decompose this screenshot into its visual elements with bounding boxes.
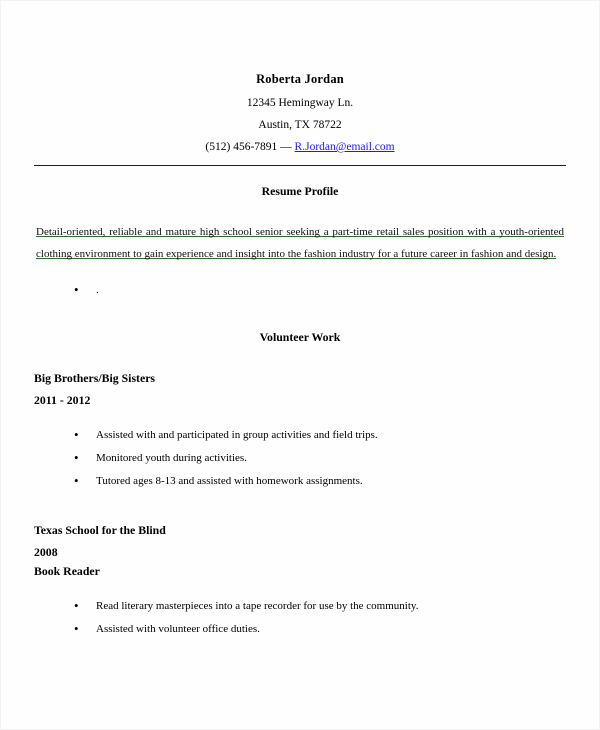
- organization-dates: 2008: [34, 545, 58, 559]
- contact-line: [34, 141, 566, 153]
- street-address: 12345 Hemingway Ln.: [246, 97, 354, 109]
- list-item: • Read literary masterpieces into a tape recorder for use by the community.: [96, 595, 566, 618]
- volunteer-duties-list: [34, 424, 566, 493]
- organization-name: Big Brothers/Big Sisters: [34, 371, 156, 385]
- volunteer-duties-list: [34, 595, 566, 641]
- city-state-zip: Austin, TX 78722: [258, 119, 342, 131]
- profile-bullet-list: [34, 279, 566, 302]
- email-link[interactable]: R.Jordan@email.com: [294, 141, 395, 153]
- applicant-name: Roberta Jordan: [256, 72, 344, 86]
- organization-name: Texas School for the Blind: [34, 523, 166, 537]
- volunteer-entry-big-brothers-big-sisters: [34, 371, 566, 493]
- list-item: • Assisted with volunteer office duties.: [96, 618, 566, 641]
- section-resume-profile: [34, 184, 566, 302]
- list-item: • Monitored youth during activities.: [96, 447, 566, 470]
- resume-profile-paragraph: Detail-oriented, reliable and mature high school senior seeking a part-time retail sales position with a youth-oriented clothing environment to gain experience and insight into the fashion industry for a future career in fashion and design.: [36, 226, 564, 260]
- header-divider: [34, 165, 566, 166]
- volunteer-entry-texas-school-for-the-blind: [34, 523, 566, 641]
- entry-spacer: [34, 493, 566, 519]
- role-title: Book Reader: [34, 564, 100, 578]
- section-title-volunteer-work: Volunteer Work: [259, 330, 341, 344]
- list-item: • Assisted with and participated in group activities and field trips.: [96, 424, 566, 447]
- organization-dates: 2011 - 2012: [34, 393, 91, 407]
- contact-separator: —: [280, 141, 292, 153]
- section-title-resume-profile: Resume Profile: [261, 184, 339, 198]
- resume-header: [34, 72, 566, 153]
- phone-number: (512) 456-7891: [205, 141, 278, 153]
- list-item: • .: [96, 279, 566, 302]
- list-item: • Tutored ages 8-13 and assisted with homework assignments.: [96, 470, 566, 493]
- section-volunteer-work: [34, 330, 566, 641]
